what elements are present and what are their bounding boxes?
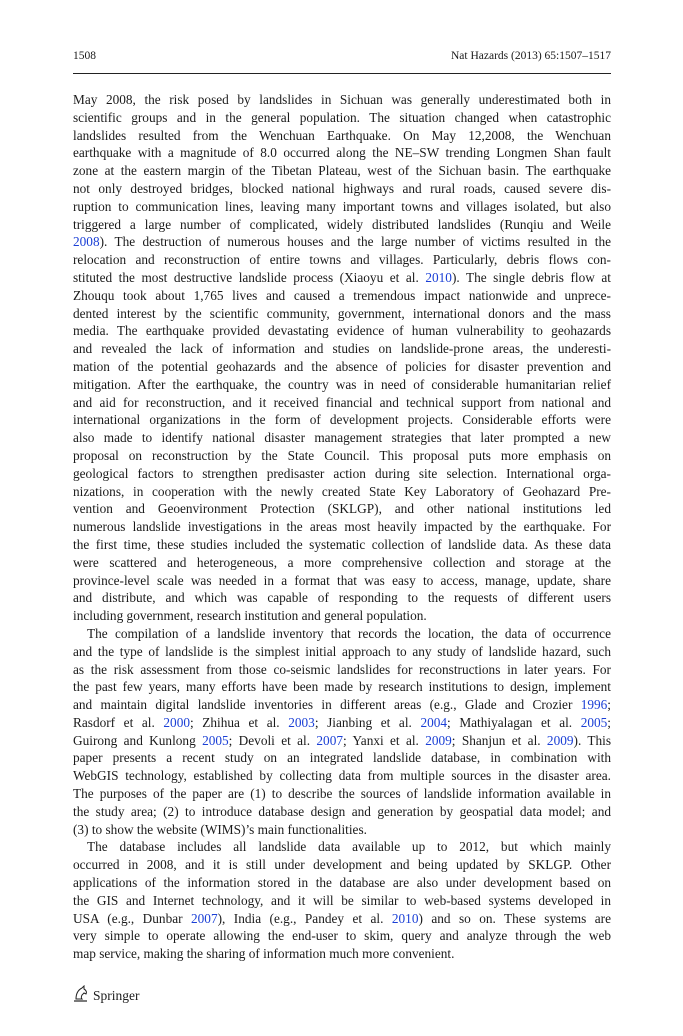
- text-run: ), India (e.g., Pandey et al.: [217, 910, 392, 926]
- text-run: ). The destruction of numerous houses and the large number of victims resulted in the: [99, 234, 611, 250]
- text-run: zone at the eastern margin of the Tibetan Plateau, west of the Sichuan basin. The earthquake: [73, 163, 611, 179]
- text-run: triggered a large number of complicated, widely distributed landslides (Runqiu and Weile: [73, 216, 611, 232]
- text-run: map service, making the sharing of information much more convenient.: [73, 946, 455, 962]
- text-run: as the risk assessment from those co-seismic landslides for reconstructions in later years. For: [73, 661, 611, 677]
- text-line: [73, 269, 611, 287]
- text-line: [73, 394, 611, 412]
- text-line: [73, 892, 611, 910]
- text-line: [73, 91, 611, 109]
- text-run: and revealed the lack of information and studies on landslide-prone areas, the underesti-: [73, 341, 611, 357]
- text-run: WebGIS technology, established by collecting data from multiple sources in the disaster area.: [73, 768, 611, 784]
- text-run: Zhouqu took about 1,765 lives and caused a tremendous impact nationwide and unprece-: [73, 287, 611, 303]
- text-run: the first time, these studies included the systematic collection of landslide data. As these data: [73, 536, 611, 552]
- text-run: nizations, in cooperation with the newly created State Key Laboratory of Geohazard Pre-: [73, 483, 611, 499]
- text-run: ; Zhihua et al.: [189, 714, 289, 730]
- text-run: ;: [607, 714, 611, 730]
- citation-link[interactable]: 2005: [202, 732, 229, 748]
- text-line: [73, 803, 611, 821]
- text-line: [73, 162, 611, 180]
- citation-link[interactable]: 2009: [425, 732, 452, 748]
- publisher-name: Springer: [93, 987, 140, 1003]
- text-line: [73, 838, 611, 856]
- text-line: [73, 874, 611, 892]
- page-number: 1508: [73, 50, 96, 62]
- text-line: [73, 322, 611, 340]
- text-run: vention and Geoenvironment Protection (SKLGP), and other national institutions led: [73, 501, 611, 517]
- text-line: [73, 554, 611, 572]
- text-run: The purposes of the paper are (1) to describe the sources of landslide information available in: [73, 786, 611, 802]
- text-line: [73, 767, 611, 785]
- text-run: and aid for reconstruction, and it received financial and technical support from national and: [73, 394, 611, 410]
- text-run: the past few years, many efforts have been made by research institutions to design, implement: [73, 679, 611, 695]
- text-line: [73, 447, 611, 465]
- text-line: [73, 180, 611, 198]
- citation-link[interactable]: 2004: [420, 714, 448, 730]
- text-run: and maintain digital landslide inventories in different areas (e.g., Glade and Crozier: [73, 697, 581, 713]
- text-run: mation of the potential geohazards and the absence of policies for disaster prevention and: [73, 358, 611, 374]
- text-run: province-level scale was needed in a format that was easy to access, manage, update, share: [73, 572, 611, 588]
- citation-link[interactable]: 2009: [546, 732, 574, 748]
- text-run: stituted the most destructive landslide process (Xiaoyu et al.: [73, 269, 426, 285]
- text-line: [73, 287, 611, 305]
- text-line: [73, 518, 611, 536]
- text-run: paper presents a recent study on an integrated landslide database, in combination with: [73, 750, 611, 766]
- text-run: ). This: [573, 732, 611, 748]
- paragraph: [73, 838, 611, 963]
- text-line: [73, 643, 611, 661]
- text-run: ; Jianbing et al.: [314, 714, 421, 730]
- text-run: relocation and reconstruction of entire towns and villages. Particularly, debris flows con-: [73, 252, 611, 268]
- text-run: Rasdorf et al.: [73, 714, 164, 730]
- header-rule: [73, 73, 611, 74]
- text-line: [73, 411, 611, 429]
- text-run: media. The earthquake provided devastating evidence of human vulnerability to geohazards: [73, 323, 611, 339]
- text-run: were scattered and heterogeneous, a more comprehensive collection and storage at the: [73, 554, 611, 570]
- text-line: [73, 127, 611, 145]
- text-run: and distribute, and which was capable of responding to the requests of different users: [73, 590, 611, 606]
- text-line: [73, 465, 611, 483]
- text-line: [73, 305, 611, 323]
- text-run: earthquake with a magnitude of 8.0 occurred along the NE–SW trending Longmen Shan fault: [73, 145, 611, 161]
- citation-link[interactable]: 2003: [288, 714, 315, 730]
- text-line: [73, 376, 611, 394]
- citation-link[interactable]: 2007: [191, 910, 218, 926]
- text-line: [73, 678, 611, 696]
- text-run: mitigation. After the earthquake, the country was in need of considerable humanitarian relief: [73, 376, 611, 392]
- text-run: occurred in 2008, and it is still under development and being updated by SKLGP. Other: [73, 857, 611, 873]
- text-run: dented interest by the scientific community, government, international donors and the mass: [73, 305, 611, 321]
- text-line: [73, 714, 611, 732]
- text-run: ; Devoli et al.: [228, 732, 317, 748]
- text-run: ; Shanjun et al.: [451, 732, 547, 748]
- text-line: [73, 821, 611, 839]
- text-line: [73, 144, 611, 162]
- text-run: (3) to show the website (WIMS)’s main functionalities.: [73, 821, 367, 837]
- text-line: [73, 910, 611, 928]
- text-line: [73, 589, 611, 607]
- text-line: [73, 536, 611, 554]
- text-run: ruption to communication lines, leaving many important towns and villages isolated, but also: [73, 198, 611, 214]
- text-run: very simple to operate allowing the end-user to skim, query and analyze through the web: [73, 928, 611, 944]
- text-line: [73, 216, 611, 234]
- text-run: USA (e.g., Dunbar: [73, 910, 191, 926]
- text-line: [73, 500, 611, 518]
- paragraph: [73, 625, 611, 839]
- text-line: [73, 358, 611, 376]
- text-run: ). The single debris flow at: [451, 269, 611, 285]
- text-line: [73, 856, 611, 874]
- text-run: The compilation of a landslide inventory that records the location, the data of occurrence: [87, 625, 611, 641]
- text-run: ; Mathiyalagan et al.: [447, 714, 581, 730]
- text-line: [73, 198, 611, 216]
- text-line: [73, 572, 611, 590]
- citation-link[interactable]: 1996: [580, 697, 608, 713]
- text-line: [73, 483, 611, 501]
- text-run: ; Yanxi et al.: [342, 732, 426, 748]
- text-line: [73, 661, 611, 679]
- running-header: [73, 50, 611, 62]
- text-run: May 2008, the risk posed by landslides in Sichuan was generally underestimated both in: [73, 92, 611, 107]
- text-line: [73, 732, 611, 750]
- text-run: geological factors to strengthen predisaster action during site selection. International orga-: [73, 465, 611, 481]
- text-run: also made to identify national disaster management strategies that later prompted a new: [73, 430, 611, 446]
- text-run: not only destroyed bridges, blocked national highways and rural roads, caused severe dis-: [73, 180, 611, 196]
- text-run: and the type of landslide is the simplest initial approach to any study of landslide hazard, such: [73, 643, 611, 659]
- text-run: proposal on reconstruction by the State Council. This proposal puts more emphasis on: [73, 447, 611, 463]
- citation-link[interactable]: 2008: [73, 234, 100, 250]
- text-run: ;: [607, 697, 611, 713]
- text-run: Guirong and Kunlong: [73, 732, 203, 748]
- citation-link[interactable]: 2005: [580, 714, 608, 730]
- text-line: [73, 429, 611, 447]
- text-run: ) and so on. These systems are: [418, 910, 611, 926]
- text-run: landslides resulted from the Wenchuan Earthquake. On May 12,2008, the Wenchuan: [73, 127, 611, 143]
- journal-citation: Nat Hazards (2013) 65:1507–1517: [450, 50, 611, 62]
- text-run: the study area; (2) to introduce database design and generation by geospatial data model; and: [73, 803, 611, 819]
- text-line: [73, 945, 611, 963]
- text-line: [73, 251, 611, 269]
- citation-link[interactable]: 2010: [425, 269, 452, 285]
- text-run: numerous landslide investigations in the areas most heavily impacted by the earthquake. For: [73, 519, 611, 535]
- citation-link[interactable]: 2010: [391, 910, 419, 926]
- text-line: [73, 625, 611, 643]
- text-run: The database includes all landslide data available up to 2012, but which mainly: [87, 839, 611, 855]
- publisher-footer: [73, 985, 140, 1006]
- paragraph: [73, 91, 611, 625]
- text-run: the GIS and Internet technology, and it will be similar to web-based systems developed in: [73, 892, 611, 908]
- text-line: [73, 233, 611, 251]
- text-line: [73, 696, 611, 714]
- citation-link[interactable]: 2000: [163, 714, 190, 730]
- text-run: international organizations in the form of development projects. Considerable efforts were: [73, 412, 611, 428]
- citation-link[interactable]: 2007: [316, 732, 343, 748]
- text-line: [73, 109, 611, 127]
- body-text: [73, 91, 611, 963]
- text-line: [73, 749, 611, 767]
- text-run: including government, research institution and general population.: [73, 608, 427, 624]
- text-run: applications of the information stored in the database are also under development based on: [73, 875, 611, 891]
- text-run: scientific groups and in the general population. The situation changed when catastrophic: [73, 109, 611, 125]
- springer-horse-icon: [73, 985, 89, 1006]
- text-line: [73, 785, 611, 803]
- text-line: [73, 340, 611, 358]
- text-line: [73, 607, 611, 625]
- text-line: [73, 927, 611, 945]
